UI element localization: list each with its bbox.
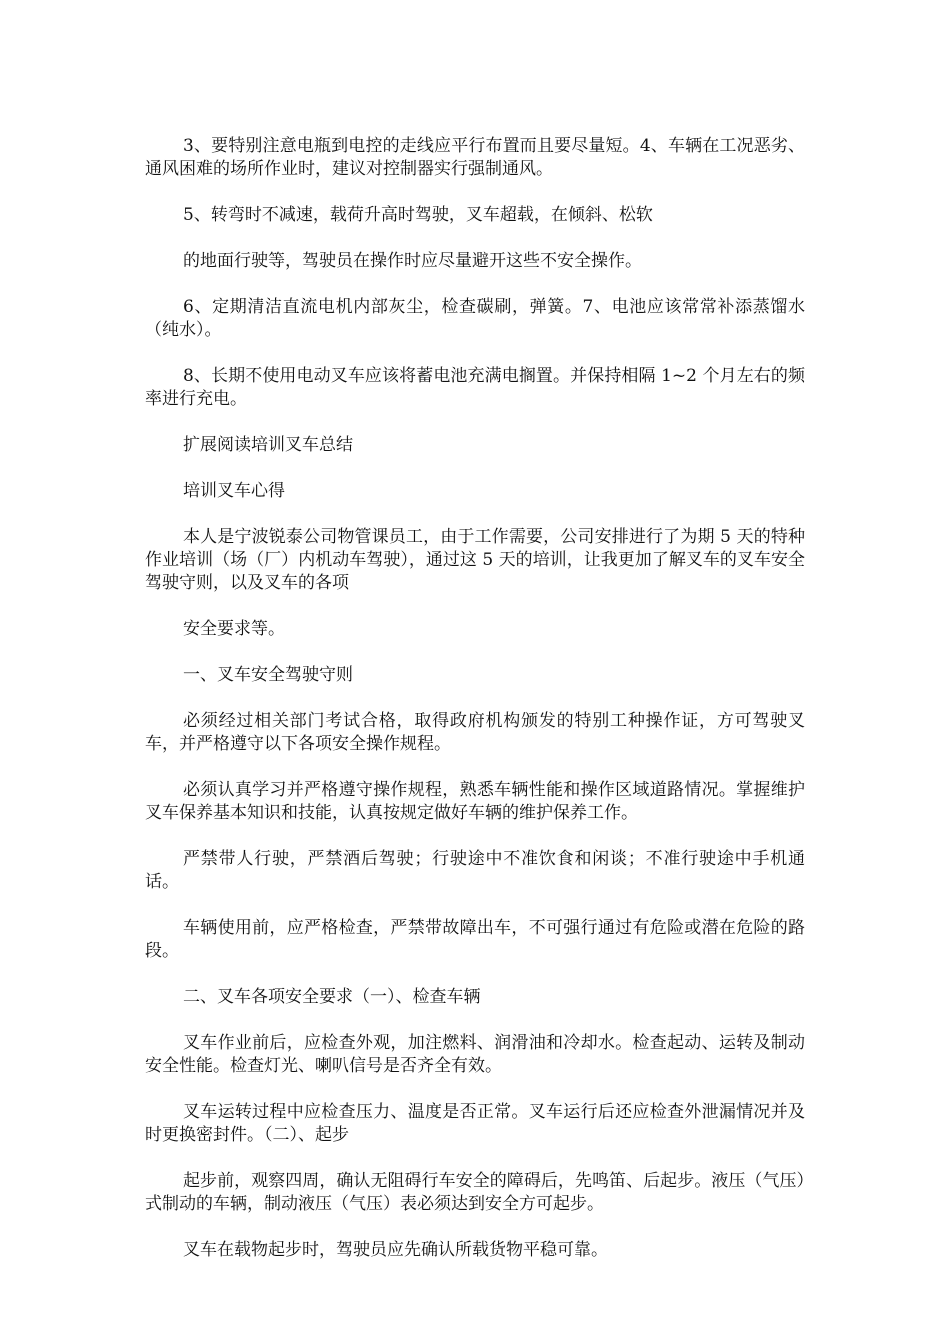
- paragraph-2: 5、转弯时不减速，载荷升高时驾驶，叉车超载，在倾斜、松软: [183, 205, 653, 225]
- paragraph-5: 8、长期不使用电动叉车应该将蓄电池充满电搁置。并保持相隔 1~2 个月左右的频率进行充电。: [145, 366, 805, 409]
- paragraph-17: 叉车运转过程中应检查压力、温度是否正常。叉车运行后还应检查外泄漏情况并及时更换密封件。（二）、起步: [145, 1102, 805, 1145]
- paragraph-19: 叉车在载物起步时，驾驶员应先确认所载货物平稳可靠。: [183, 1240, 608, 1260]
- paragraph-16: 叉车作业前后，应检查外观，加注燃料、润滑油和冷却水。检查起动、运转及制动安全性能。检查灯光、喇叭信号是否齐全有效。: [145, 1033, 805, 1076]
- section-heading-1: 一、叉车安全驾驶守则: [183, 665, 353, 685]
- paragraph-11: 必须经过相关部门考试合格，取得政府机构颁发的特别工种操作证，方可驾驶叉车，并严格遵守以下各项安全操作规程。: [145, 711, 805, 754]
- document-body: [145, 135, 805, 1285]
- section-heading-2: 二、叉车各项安全要求（一）、检查车辆: [183, 987, 481, 1007]
- paragraph-14: 车辆使用前，应严格检查，严禁带故障出车，不可强行通过有危险或潜在危险的路段。: [145, 918, 805, 961]
- paragraph-12: 必须认真学习并严格遵守操作规程，熟悉车辆性能和操作区域道路情况。掌握维护叉车保养基本知识和技能，认真按规定做好车辆的维护保养工作。: [145, 780, 805, 823]
- paragraph-8: 本人是宁波锐泰公司物管课员工，由于工作需要，公司安排进行了为期 5 天的特种作业培训（场（厂）内机动车驾驶），通过这 5 天的培训，让我更加了解叉车的叉车安全驾驶守则，以及叉车的各项: [145, 527, 805, 593]
- paragraph-4: 6、定期清洁直流电机内部灰尘，检查碳刷，弹簧。7、电池应该常常补添蒸馏水（纯水）。: [145, 297, 805, 340]
- paragraph-13: 严禁带人行驶，严禁酒后驾驶；行驶途中不准饮食和闲谈；不准行驶途中手机通话。: [145, 849, 805, 892]
- paragraph-18: 起步前，观察四周，确认无阻碍行车安全的障碍后，先鸣笛、后起步。液压（气压）式制动的车辆，制动液压（气压）表必须达到安全方可起步。: [145, 1171, 805, 1214]
- section-heading-extended-reading: 扩展阅读培训叉车总结: [183, 435, 353, 455]
- section-heading-training-notes: 培训叉车心得: [183, 481, 285, 501]
- paragraph-9: 安全要求等。: [183, 619, 285, 639]
- paragraph-3: 的地面行驶等，驾驶员在操作时应尽量避开这些不安全操作。: [183, 251, 642, 271]
- paragraph-1: 3、要特别注意电瓶到电控的走线应平行布置而且要尽量短。4、车辆在工况恶劣、通风困难的场所作业时，建议对控制器实行强制通风。: [145, 136, 805, 179]
